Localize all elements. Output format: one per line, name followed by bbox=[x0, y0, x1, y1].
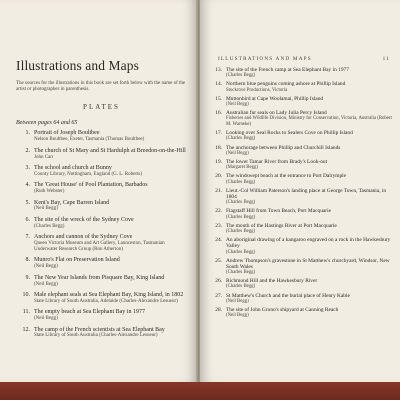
entry-number: 1. bbox=[25, 130, 30, 137]
entry-title: An aboriginal drawing of a kangaroo engraved on a rock in the Hawkesbury Valley bbox=[226, 237, 391, 250]
entry-number: 8. bbox=[25, 257, 30, 264]
entry-credit: (Neil Begg) bbox=[34, 264, 58, 270]
entry-title: Lieut.-Col William Paterson's landing place at George Town, Tasmania, in 1804 bbox=[226, 187, 387, 200]
entry-body bbox=[34, 165, 142, 178]
entry-credit: (Charles Begg) bbox=[226, 73, 256, 79]
entry-title: Flagstaff Hill from Town Beach, Port Macquarie bbox=[226, 208, 331, 215]
entry-credit: (Ruth Webster) bbox=[34, 189, 65, 195]
entry-title: The church of St Mary and St Hardulph at Breedon-on-the-Hill bbox=[34, 147, 186, 154]
entry-title: The site of the French camp at Sea Elephant Bay in 1977 bbox=[226, 67, 349, 73]
entry-body bbox=[226, 223, 337, 235]
entry-body bbox=[34, 130, 144, 143]
entry-credit: Stockrove Productions, Victoria bbox=[226, 87, 288, 93]
entry-credit: (Charles Begg) bbox=[34, 223, 65, 229]
list-item bbox=[16, 257, 187, 270]
entry-title: The school and church at Bunny bbox=[34, 165, 112, 171]
entry-number: 6. bbox=[25, 216, 30, 223]
entry-body bbox=[34, 257, 120, 270]
list-item bbox=[16, 327, 187, 340]
entry-body bbox=[226, 307, 338, 319]
entry-title: The windswept beach at the entrance to Port Dalrymple bbox=[226, 173, 347, 180]
entry-body bbox=[34, 234, 187, 253]
list-item bbox=[206, 223, 392, 235]
entry-number: 7. bbox=[25, 234, 30, 241]
entry-credit: County Library, Nottingham, England (G. L. Roberts) bbox=[34, 171, 142, 177]
list-item bbox=[206, 145, 392, 157]
entry-number: 15. bbox=[215, 95, 222, 102]
list-item bbox=[16, 309, 187, 322]
entry-credit: State Library of South Australia, Adelaide (Charles-Alexandre Lesueur) bbox=[34, 298, 178, 304]
entry-body bbox=[226, 258, 392, 276]
entry-number: 20. bbox=[215, 173, 222, 180]
entry-number: 5. bbox=[25, 199, 30, 206]
list-item bbox=[206, 293, 392, 305]
entry-number: 14. bbox=[215, 81, 222, 88]
entry-body bbox=[226, 188, 392, 206]
entry-credit: (Neil Begg) bbox=[34, 316, 58, 322]
entry-credit: (Charles Begg) bbox=[226, 214, 256, 220]
entry-credit: (Charles Begg) bbox=[226, 270, 256, 276]
list-item bbox=[16, 200, 187, 213]
entry-credit: (Charles Begg) bbox=[226, 200, 256, 206]
entry-title: Looking over Seal Rocks to Sealers Cove on Phillip Island bbox=[226, 130, 353, 137]
entry-title: Andrew Thompson's gravestone in St Matthew's churchyard, Windsor, New South Wales bbox=[226, 257, 390, 270]
page-number: 11 bbox=[382, 56, 390, 62]
entry-body bbox=[226, 81, 345, 93]
entry-credit: (Neil Begg) bbox=[226, 150, 249, 156]
entry-credit: (Charles Begg) bbox=[226, 284, 256, 290]
list-item bbox=[206, 188, 392, 206]
entry-credit: (Neil Begg) bbox=[226, 298, 249, 304]
entry-credit: (Charles Begg) bbox=[226, 136, 256, 142]
list-item bbox=[16, 275, 187, 288]
list-item bbox=[206, 67, 392, 79]
entry-title: Portrait of Joseph Boultbee bbox=[34, 130, 100, 137]
entry-body bbox=[34, 200, 109, 213]
entry-title: The lower Tamar River from Brady's Look-out bbox=[226, 158, 328, 165]
entry-credit: John Carr bbox=[34, 154, 54, 160]
right-page bbox=[200, 0, 400, 382]
entry-credit: (Neil Begg) bbox=[34, 281, 58, 287]
entry-title: Kent's Bay, Cape Barren Island bbox=[34, 199, 110, 206]
entry-body bbox=[226, 278, 317, 290]
list-item bbox=[206, 96, 392, 108]
list-item bbox=[16, 217, 187, 230]
entry-number: 18. bbox=[215, 144, 222, 151]
page-title: Illustrations and Maps bbox=[16, 58, 139, 73]
entry-credit: Fisheries and Wildlife Division, Ministry for Conservation, Victoria, Australia (Robert M. Warneke) bbox=[226, 116, 392, 127]
list-item bbox=[16, 234, 187, 253]
entry-title: The New Year Islands from Pisquare Bay, King Island bbox=[34, 274, 165, 281]
list-item bbox=[206, 258, 392, 276]
plates-list bbox=[16, 130, 187, 339]
entry-number: 28. bbox=[215, 307, 222, 314]
entry-credit: Nelson Boultbee, Exeter, Tasmania (Thomas Boultbee) bbox=[34, 137, 145, 143]
entry-title: The mouth of the Hastings River at Port Macquarie bbox=[226, 222, 337, 229]
entry-title: The site of the wreck of the Sydney Cove bbox=[34, 216, 134, 223]
entry-title: Richmond Hill and the Hawkesbury River bbox=[226, 278, 318, 285]
entry-number: 19. bbox=[215, 158, 222, 165]
entry-body bbox=[226, 293, 350, 305]
entry-number: 10. bbox=[22, 292, 30, 299]
plates-list-continued bbox=[206, 67, 392, 321]
entry-title: Muttonbird at Cape Woolamai, Phillip Island bbox=[226, 95, 324, 102]
entry-title: The camp of the French scientists at Sea Elephant Bay bbox=[34, 326, 165, 333]
entry-body bbox=[34, 309, 145, 322]
entry-credit: (Charles Begg) bbox=[226, 179, 256, 185]
entry-title: Munro's Flat on Preservation Island bbox=[34, 257, 120, 264]
entry-number: 24. bbox=[215, 237, 222, 244]
entry-title: The empty beach at Sea Elephant Bay in 1977 bbox=[34, 309, 145, 316]
list-item bbox=[206, 173, 392, 185]
entry-title: The site of John Grono's shipyard at Canning Reach bbox=[226, 307, 339, 314]
entry-number: 27. bbox=[215, 292, 222, 299]
entry-body bbox=[34, 327, 165, 340]
entry-number: 13. bbox=[215, 67, 222, 73]
list-item bbox=[206, 81, 392, 93]
entry-credit: (Margaret Begg) bbox=[226, 165, 259, 171]
running-head bbox=[218, 56, 390, 62]
running-head-title: ILLUSTRATIONS AND MAPS bbox=[218, 56, 312, 62]
entry-number: 22. bbox=[215, 208, 222, 215]
entry-number: 4. bbox=[25, 182, 30, 189]
entry-number: 9. bbox=[25, 274, 30, 281]
entry-body bbox=[34, 148, 186, 161]
entry-body bbox=[34, 292, 183, 305]
list-item bbox=[206, 130, 392, 142]
entry-body bbox=[226, 237, 392, 255]
entry-credit: State Library of South Australia (Charles-Alexandre Lesueur) bbox=[34, 333, 158, 339]
entry-title: Anchors and cannon of the Sydney Cove bbox=[34, 234, 133, 241]
entry-title: Australian fur seals on Lady Julia Percy Island bbox=[226, 110, 327, 117]
section-heading-plates: PLATES bbox=[83, 103, 120, 112]
entry-body bbox=[34, 182, 148, 195]
list-item bbox=[206, 159, 392, 171]
list-item bbox=[16, 182, 187, 195]
left-page bbox=[0, 0, 197, 382]
intro-paragraph: The sources for the illustrations in this book are set forth below with the name of the artist or photographer in parenthesis. bbox=[16, 81, 186, 93]
entry-body bbox=[226, 145, 340, 157]
entry-body bbox=[226, 110, 392, 127]
left-page-content bbox=[16, 58, 187, 344]
entry-credit: Queen Victoria Museum and Art Gallery, Launceston, Tasmanian Underwater Research Group (Ron Atherton) bbox=[34, 240, 165, 252]
list-item bbox=[16, 292, 187, 305]
entry-body bbox=[226, 173, 346, 185]
entry-body bbox=[34, 275, 164, 288]
list-item bbox=[206, 278, 392, 290]
entry-title: Northern blue penguins coming ashore at Phillip Island bbox=[226, 81, 346, 88]
list-item bbox=[16, 130, 187, 143]
entry-number: 21. bbox=[215, 187, 222, 194]
entry-title: The 'Great House' of Pool Plantation, Barbados bbox=[34, 182, 148, 189]
entry-number: 26. bbox=[215, 278, 222, 285]
between-pages-note: Between pages 64 and 65 bbox=[16, 120, 78, 127]
entry-number: 2. bbox=[25, 147, 30, 154]
entry-title: Male elephant seals at Sea Elephant Bay, King Island, in 1802 bbox=[34, 292, 184, 299]
list-item bbox=[16, 148, 187, 161]
entry-body bbox=[226, 130, 353, 142]
entry-number: 12. bbox=[22, 326, 30, 333]
entry-title: St Matthew's Church and the burial place of Henry Kable bbox=[226, 292, 350, 299]
entry-credit: (Charles Begg) bbox=[226, 228, 256, 234]
entry-body bbox=[34, 217, 134, 230]
entry-credit: (Neil Begg) bbox=[34, 206, 58, 212]
entry-credit: (Neil Begg) bbox=[226, 101, 249, 107]
entry-body bbox=[226, 159, 327, 171]
entry-credit: (Charles Begg) bbox=[226, 249, 256, 255]
entry-number: 11. bbox=[22, 309, 30, 316]
entry-title: The anchorage between Phillip and Churchill Islands bbox=[226, 144, 341, 151]
list-item bbox=[16, 165, 187, 178]
list-item bbox=[206, 237, 392, 255]
entry-number: 17. bbox=[215, 130, 222, 137]
entry-credit: (Neil Begg) bbox=[226, 313, 249, 319]
list-item bbox=[206, 307, 392, 319]
list-item bbox=[206, 208, 392, 220]
entry-number: 23. bbox=[215, 222, 222, 229]
entry-number: 16. bbox=[215, 110, 222, 117]
list-item bbox=[206, 110, 392, 127]
entry-body bbox=[226, 96, 323, 108]
entry-number: 3. bbox=[25, 165, 30, 171]
entry-number: 25. bbox=[215, 257, 222, 264]
entry-body bbox=[226, 67, 349, 79]
entry-body bbox=[226, 208, 331, 220]
